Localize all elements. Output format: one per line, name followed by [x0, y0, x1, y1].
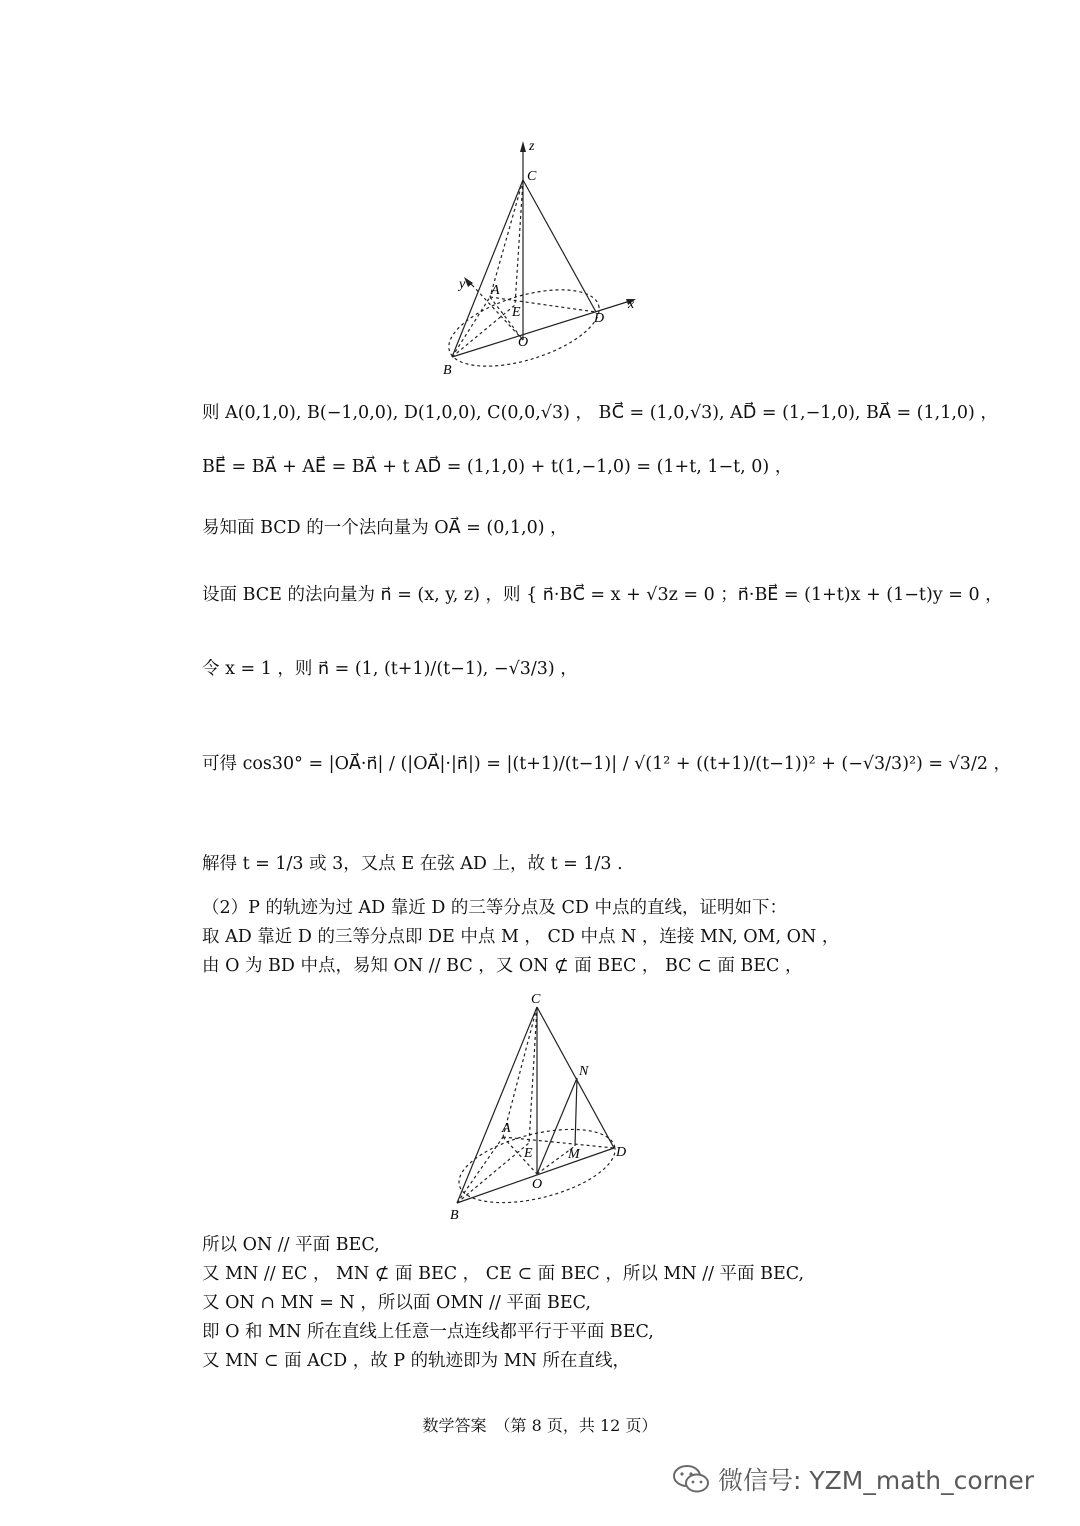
part2-claim-line: （2）P 的轨迹为过 AD 靠近 D 的三等分点及 CD 中点的直线，证明如下： — [202, 898, 787, 918]
part2-construction-line: 取 AD 靠近 D 的三等分点即 DE 中点 M ， CD 中点 N ，连接 MN, OM, ON ， — [202, 927, 840, 947]
conclusion-line-5: 又 MN ⊂ 面 ACD ，故 P 的轨迹即为 MN 所在直线， — [202, 1351, 631, 1371]
conclusion-line-3: 又 ON ∩ MN = N ，所以面 OMN // 平面 BEC, — [202, 1293, 591, 1313]
label-B: B — [443, 363, 452, 378]
label-D: D — [616, 1145, 627, 1160]
watermark-text: 微信号: YZM_math_corner — [718, 1466, 1035, 1495]
label-z: z — [529, 139, 535, 154]
wechat-icon — [672, 1464, 710, 1494]
label-A: A — [502, 1121, 511, 1136]
label-x: x — [628, 297, 635, 312]
label-B: B — [450, 1208, 459, 1223]
normal-vector-result-line: 令 x = 1 ，则 n⃗ = (1, (t+1)/(t−1), −√3/3) ， — [202, 659, 578, 679]
label-E: E — [512, 305, 521, 320]
label-N: N — [579, 1064, 589, 1079]
conclusion-line-1: 所以 ON // 平面 BEC, — [202, 1235, 380, 1255]
label-C: C — [531, 992, 541, 1007]
label-O: O — [518, 335, 529, 350]
normal-BCD-line: 易知面 BCD 的一个法向量为 OA⃗ = (0,1,0) ， — [202, 518, 568, 538]
label-O: O — [532, 1177, 543, 1192]
cosine-equation-line: 可得 cos30° = |OA⃗·n⃗| / (|OA⃗|·|n⃗|) = |(t+1)/(t−1)| / √(1² + ((t+1)/(t−1))² + (−√3/3)²) = √3/2 ， — [202, 754, 1012, 774]
watermark — [672, 1462, 1034, 1496]
normal-BCE-system-line: 设面 BCE 的法向量为 n⃗ = (x, y, z) ，则 { n⃗·BC⃗ = x + √3z = 0 ；n⃗·BE⃗ = (1+t)x + (1−t)y = 0 ， — [202, 585, 1003, 605]
solve-t-line: 解得 t = 1/3 或 3，又点 E 在弦 AD 上，故 t = 1/3 . — [202, 854, 623, 874]
label-y: y — [459, 277, 466, 292]
conclusion-line-2: 又 MN // EC ， MN ⊄ 面 BEC ， CE ⊂ 面 BEC ，所以 MN // 平面 BEC, — [202, 1264, 805, 1284]
vector-BE-line: BE⃗ = BA⃗ + AE⃗ = BA⃗ + t AD⃗ = (1,1,0) + t(1,−1,0) = (1+t, 1−t, 0) ， — [202, 457, 793, 477]
label-M: M — [568, 1147, 580, 1162]
page-footer: 数学答案 （第 8 页，共 12 页） — [422, 1416, 658, 1435]
figure-1-pyramid — [430, 135, 650, 380]
label-A: A — [491, 283, 500, 298]
label-E: E — [524, 1146, 533, 1161]
label-C: C — [527, 169, 537, 184]
label-D: D — [594, 311, 605, 326]
part2-parallel-line: 由 O 为 BD 中点，易知 ON // BC ，又 ON ⊄ 面 BEC ， BC ⊂ 面 BEC ， — [202, 956, 803, 976]
figure-2-pyramid — [440, 985, 640, 1225]
coordinates-line: 则 A(0,1,0), B(−1,0,0), D(1,0,0), C(0,0,√3) ， BC⃗ = (1,0,√3), AD⃗ = (1,−1,0), BA⃗ = (1,1,0) ， — [202, 403, 998, 423]
conclusion-line-4: 即 O 和 MN 所在直线上任意一点连线都平行于平面 BEC, — [202, 1322, 654, 1342]
